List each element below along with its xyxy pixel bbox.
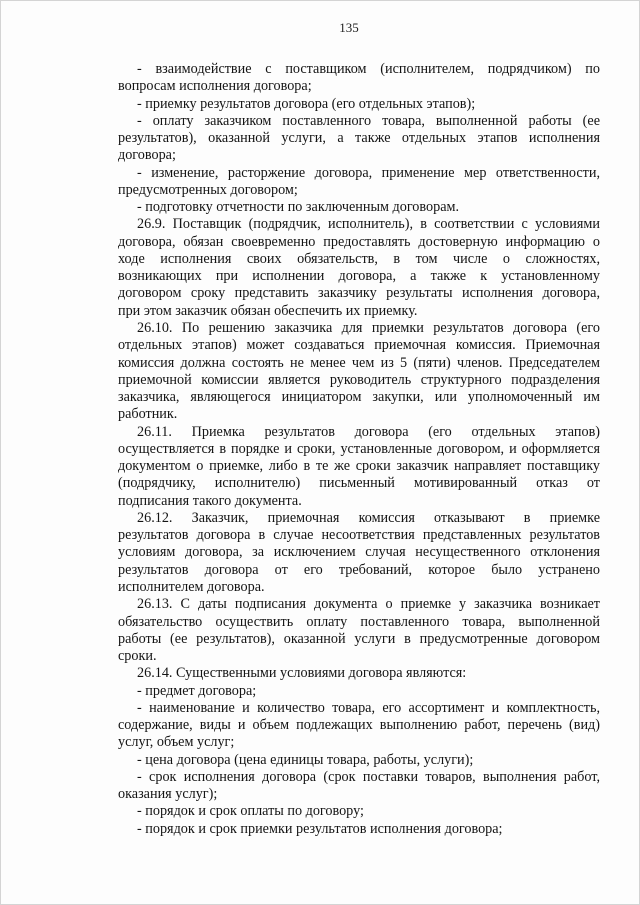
text-line: результатов), оказанной услуги, а также отдельных этапов исполнения	[118, 130, 600, 147]
text-line: приемочной комиссии является руководитель структурного подразделения	[118, 371, 600, 388]
condition-term	[118, 769, 600, 804]
text-line: возникающих при исполнении договора, а также к установленному	[118, 268, 600, 285]
text-line: содержание, виды и объем подлежащих выполнению работ, перечень (вид)	[118, 717, 600, 734]
text-line: - порядок и срок приемки результатов исполнения договора;	[137, 820, 503, 837]
text-line: результатов договора от его требований, которое было устранено	[118, 561, 600, 578]
condition-goods-works-services	[118, 700, 600, 752]
condition-acceptance-order	[118, 821, 600, 838]
text-line: - приемку результатов договора (его отдельных этапов);	[137, 95, 476, 112]
text-line: 26.14. Существенными условиями договора являются:	[137, 665, 467, 682]
text-line: договора, обязан своевременно предоставлять достоверную информацию о	[118, 233, 600, 250]
text-line: - наименование и количество товара, его ассортимент и комплектность,	[137, 699, 600, 716]
text-line: работы (ее результатов), оказанной услуги в предусмотренные договором	[118, 630, 600, 647]
bullet-reporting	[118, 199, 600, 216]
text-line: 26.9. Поставщик (подрядчик, исполнитель), в соответствии с условиями	[137, 216, 600, 233]
condition-price	[118, 752, 600, 769]
text-line: предусмотренных договором;	[118, 181, 298, 198]
text-line: - цена договора (цена единицы товара, работы, услуги);	[137, 751, 474, 768]
clause-26-13	[118, 596, 600, 665]
clause-26-9	[118, 216, 600, 320]
text-line: работник.	[118, 406, 178, 423]
text-line: 26.12. Заказчик, приемочная комиссия отказывают в приемке	[137, 509, 600, 526]
text-line: отдельных этапов) может создаваться приемочная комиссия. Приемочная	[118, 337, 600, 354]
text-line: - срок исполнения договора (срок поставки товаров, выполнения работ,	[137, 768, 600, 785]
text-line: договора;	[118, 147, 176, 164]
text-line: - порядок и срок оплаты по договору;	[137, 803, 364, 820]
bullet-payment	[118, 113, 600, 165]
text-line: заказчика, являющегося инициатором закупки, или уполномоченный им	[118, 389, 600, 406]
bullet-acceptance	[118, 96, 600, 113]
clause-26-12	[118, 510, 600, 596]
text-line: - предмет договора;	[137, 682, 257, 699]
text-line: оказания услуг);	[118, 786, 218, 803]
text-line: исполнителем договора.	[118, 578, 265, 595]
clause-26-10	[118, 320, 600, 424]
text-line: результатов договора в случае несоответствия представленных результатов	[118, 527, 600, 544]
text-line: (подрядчику, исполнителю) письменный мотивированный отказ от	[118, 475, 600, 492]
clause-26-14	[118, 665, 600, 682]
text-line: договором сроку представить заказчику результаты исполнения договора,	[118, 285, 600, 302]
text-line: - взаимодействие с поставщиком (исполнителем, подрядчиком) по	[137, 61, 600, 77]
condition-subject	[118, 683, 600, 700]
bullet-interaction	[118, 61, 600, 96]
condition-payment-order	[118, 803, 600, 820]
text-line: осуществляется в порядке и сроки, установленные договором, и оформляется	[118, 440, 600, 457]
text-line: подписания такого документа.	[118, 492, 302, 509]
text-line: комиссия должна состоять не менее чем из 5 (пяти) членов. Председателем	[118, 354, 600, 371]
text-line: - оплату заказчиком поставленного товара, выполненной работы (ее	[137, 112, 600, 129]
text-line: 26.10. По решению заказчика для приемки результатов договора (его	[137, 319, 600, 336]
page-body	[118, 61, 600, 838]
text-line: сроки.	[118, 648, 157, 665]
text-line: обязательство осуществить оплату поставленного товара, выполненной	[118, 613, 600, 630]
text-line: - изменение, расторжение договора, применение мер ответственности,	[137, 164, 600, 181]
clause-26-11	[118, 424, 600, 510]
text-line: документом о приемке, либо в те же сроки заказчик направляет поставщику	[118, 458, 600, 475]
text-line: - подготовку отчетности по заключенным договорам.	[137, 199, 460, 216]
text-line: 26.11. Приемка результатов договора (его отдельных этапов)	[137, 423, 600, 440]
text-line: при этом заказчик обязан обеспечить их приемку.	[118, 302, 418, 319]
text-line: условиям договора, за исключением случая несущественного отклонения	[118, 544, 600, 561]
text-line: вопросам исполнения договора;	[118, 78, 312, 95]
bullet-change-termination	[118, 165, 600, 200]
text-line: 26.13. С даты подписания документа о приемке у заказчика возникает	[137, 596, 600, 613]
text-line: услуг, объем услуг;	[118, 734, 235, 751]
text-line: ходе исполнения своих обязательств, в том числе о сложностях,	[118, 250, 600, 267]
page-number: 135	[339, 20, 359, 35]
